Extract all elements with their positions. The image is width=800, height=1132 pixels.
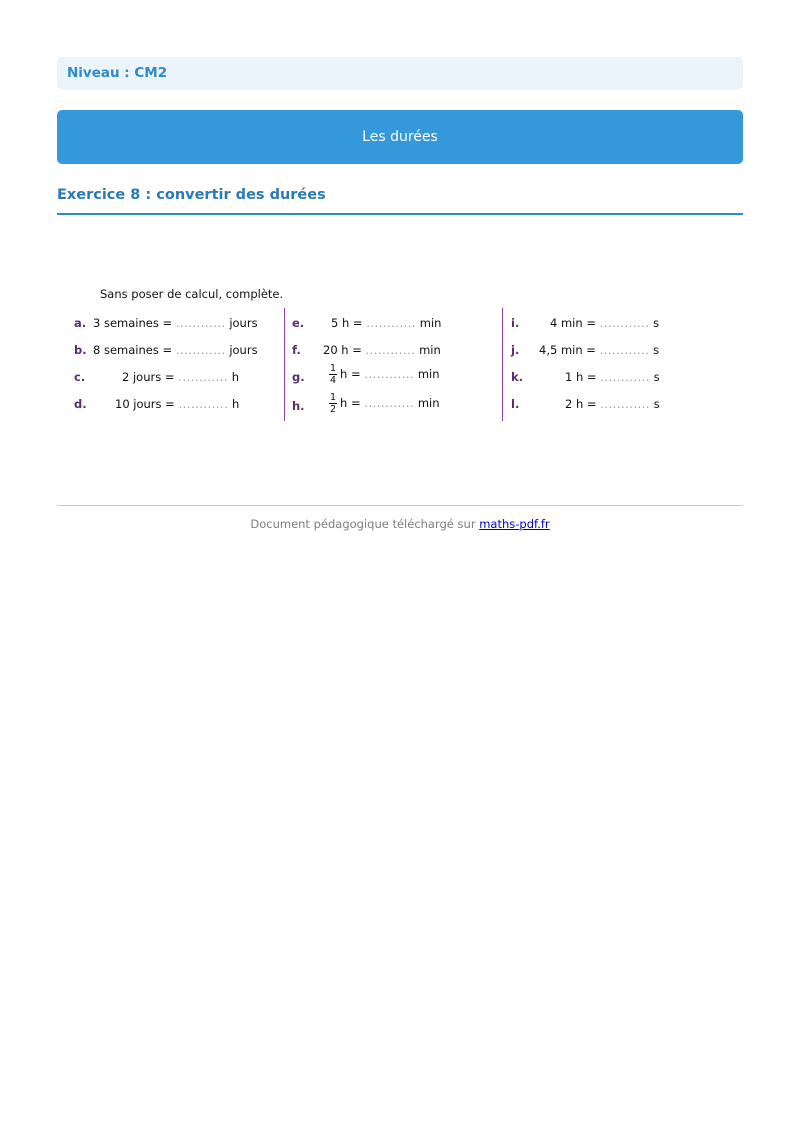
item-unit: jours <box>229 343 258 357</box>
title-banner <box>57 110 743 164</box>
footer-link[interactable]: maths-pdf.fr <box>479 517 550 531</box>
item-question: 1 h = <box>565 370 597 384</box>
item-question: 20 h = <box>323 343 362 357</box>
item-letter: e. <box>292 316 305 330</box>
footer-divider <box>57 505 743 506</box>
answer-blank[interactable]: ............ <box>600 370 651 384</box>
answer-blank[interactable]: ............ <box>364 396 415 410</box>
item-unit: h <box>231 370 239 384</box>
item-letter: k. <box>511 370 524 384</box>
item-expression <box>93 340 258 360</box>
item-letter: a. <box>74 316 87 330</box>
footer <box>57 517 743 531</box>
column-divider <box>284 308 285 421</box>
item-expression <box>115 394 239 414</box>
item-unit: jours <box>229 316 258 330</box>
level-box <box>57 57 743 90</box>
item-unit: s <box>653 370 660 384</box>
item-letter: g. <box>292 370 305 384</box>
answer-blank[interactable]: ............ <box>364 367 415 381</box>
fraction-denominator: 2 <box>330 404 337 415</box>
item-letter: c. <box>74 370 86 384</box>
item-expression <box>539 340 659 360</box>
item-unit: min <box>417 367 440 381</box>
fraction-numerator: 1 <box>330 363 337 374</box>
item-unit: s <box>653 343 660 357</box>
banner-title: Les durées <box>362 129 438 145</box>
item-question: 10 jours = <box>115 397 175 411</box>
item-letter: d. <box>74 397 87 411</box>
item-letter: l. <box>511 397 520 411</box>
item-expression <box>329 363 440 386</box>
answer-blank[interactable]: ............ <box>175 316 226 330</box>
item-letter: b. <box>74 343 87 357</box>
fraction-denominator: 4 <box>330 375 337 386</box>
answer-blank[interactable]: ............ <box>599 316 650 330</box>
item-question: h = <box>340 396 361 410</box>
answer-blank[interactable]: ............ <box>600 397 651 411</box>
answer-blank[interactable]: ............ <box>365 343 416 357</box>
item-expression <box>122 367 239 387</box>
item-expression <box>331 313 441 333</box>
answer-blank[interactable]: ............ <box>178 370 229 384</box>
instruction-text: Sans poser de calcul, complète. <box>100 287 284 301</box>
item-question: 5 h = <box>331 316 363 330</box>
item-expression <box>93 313 258 333</box>
item-unit: min <box>419 343 441 357</box>
item-question: 4,5 min = <box>539 343 596 357</box>
item-question: 2 h = <box>565 397 597 411</box>
fraction-numerator: 1 <box>330 392 337 403</box>
item-unit: s <box>653 397 660 411</box>
item-question: h = <box>340 367 361 381</box>
fraction <box>329 363 337 386</box>
column-divider <box>502 308 503 421</box>
answer-blank[interactable]: ............ <box>175 343 226 357</box>
item-expression <box>323 340 441 360</box>
exercise-content <box>67 280 687 430</box>
item-expression <box>550 313 659 333</box>
item-question: 8 semaines = <box>93 343 173 357</box>
exercise-heading: Exercice 8 : convertir des durées <box>57 185 743 215</box>
item-unit: min <box>417 396 440 410</box>
item-question: 3 semaines = <box>93 316 173 330</box>
item-unit: min <box>419 316 442 330</box>
level-label: Niveau : CM2 <box>67 65 168 81</box>
item-letter: f. <box>292 343 301 357</box>
item-letter: j. <box>511 343 520 357</box>
item-expression <box>565 394 660 414</box>
item-expression <box>565 367 660 387</box>
item-unit: s <box>653 316 660 330</box>
item-question: 4 min = <box>550 316 596 330</box>
item-question: 2 jours = <box>122 370 175 384</box>
item-letter: h. <box>292 399 305 413</box>
answer-blank[interactable]: ............ <box>178 397 229 411</box>
answer-blank[interactable]: ............ <box>366 316 417 330</box>
item-expression <box>329 392 440 415</box>
item-letter: i. <box>511 316 520 330</box>
item-unit: h <box>232 397 240 411</box>
footer-text: Document pédagogique téléchargé sur <box>250 517 476 531</box>
answer-blank[interactable]: ............ <box>599 343 650 357</box>
fraction <box>329 392 337 415</box>
